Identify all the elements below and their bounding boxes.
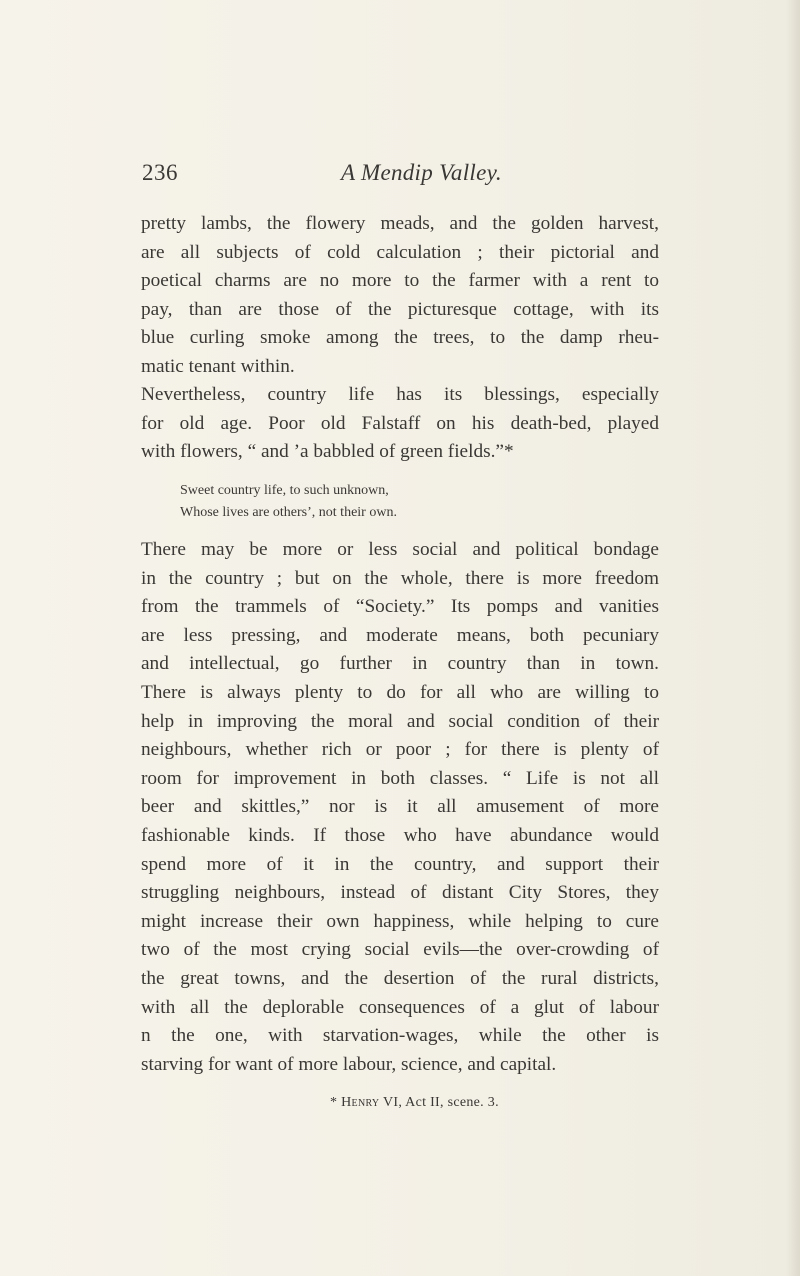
text-line: two of the most crying social evils—the over-crowding of bbox=[141, 939, 659, 961]
text-line: might increase their own happiness, while helping to cure bbox=[141, 910, 659, 932]
verse-quote bbox=[180, 480, 660, 524]
text-line: help in improving the moral and social condition of their bbox=[141, 710, 659, 732]
text-line: matic tenant within. bbox=[141, 355, 295, 377]
page-header bbox=[142, 160, 662, 194]
text-line: spend more of it in the country, and support their bbox=[141, 853, 659, 875]
footnote bbox=[330, 1095, 499, 1111]
footnote-reference: , Act II, scene. 3. bbox=[398, 1095, 499, 1110]
text-line: are less pressing, and moderate means, both pecuniary bbox=[141, 624, 659, 646]
text-line: are all subjects of cold calculation ; their pictorial and bbox=[141, 241, 659, 263]
quote-line: Whose lives are others’, not their own. bbox=[180, 505, 397, 520]
quote-line: Sweet country life, to such unknown, bbox=[180, 483, 389, 498]
text-line: poetical charms are no more to the farmer with a rent to bbox=[141, 270, 659, 291]
footnote-marker: * bbox=[330, 1095, 338, 1110]
running-title: A Mendip Valley. bbox=[341, 160, 502, 185]
paragraph-2 bbox=[141, 536, 659, 1079]
text-line: starving for want of more labour, science, and capital. bbox=[141, 1053, 557, 1075]
text-line: fashionable kinds. If those who have abundance would bbox=[141, 824, 659, 846]
text-line: There may be more or less social and political bondage bbox=[141, 539, 659, 560]
text-line: blue curling smoke among the trees, to the damp rheu- bbox=[141, 327, 659, 348]
text-line: for old age. Poor old Falstaff on his death-bed, played bbox=[141, 412, 659, 434]
text-line: neighbours, whether rich or poor ; for there is plenty of bbox=[141, 739, 659, 761]
text-line: the great towns, and the desertion of the rural districts, bbox=[141, 967, 659, 989]
text-line: n the one, with starvation-wages, while the other is bbox=[141, 1025, 659, 1047]
text-line: with flowers, “ and ’a babbled of green fields.”* bbox=[141, 441, 514, 462]
text-line: in the country ; but on the whole, there is more freedom bbox=[141, 567, 659, 589]
text-line: beer and skittles,” nor is it all amusement of more bbox=[141, 796, 659, 818]
text-line: room for improvement in both classes. “ Life is not all bbox=[141, 767, 659, 789]
page-number: 236 bbox=[142, 160, 178, 185]
text-line: from the trammels of “Society.” Its pomps and vanities bbox=[141, 596, 659, 618]
text-line: Nevertheless, country life has its blessings, especially bbox=[141, 384, 659, 405]
text-line: with all the deplorable consequences of a glut of labour bbox=[141, 996, 659, 1018]
paragraph-1 bbox=[141, 210, 659, 467]
text-line: and intellectual, go further in country than in town. bbox=[141, 653, 659, 675]
text-line: pay, than are those of the picturesque cottage, with its bbox=[141, 298, 659, 320]
text-line: struggling neighbours, instead of distant City Stores, they bbox=[141, 882, 659, 904]
page-edge-shadow bbox=[786, 0, 800, 1276]
text-line: pretty lambs, the flowery meads, and the golden harvest, bbox=[141, 213, 659, 234]
text-line: There is always plenty to do for all who are willing to bbox=[141, 681, 659, 703]
footnote-title: Henry VI bbox=[341, 1095, 399, 1110]
